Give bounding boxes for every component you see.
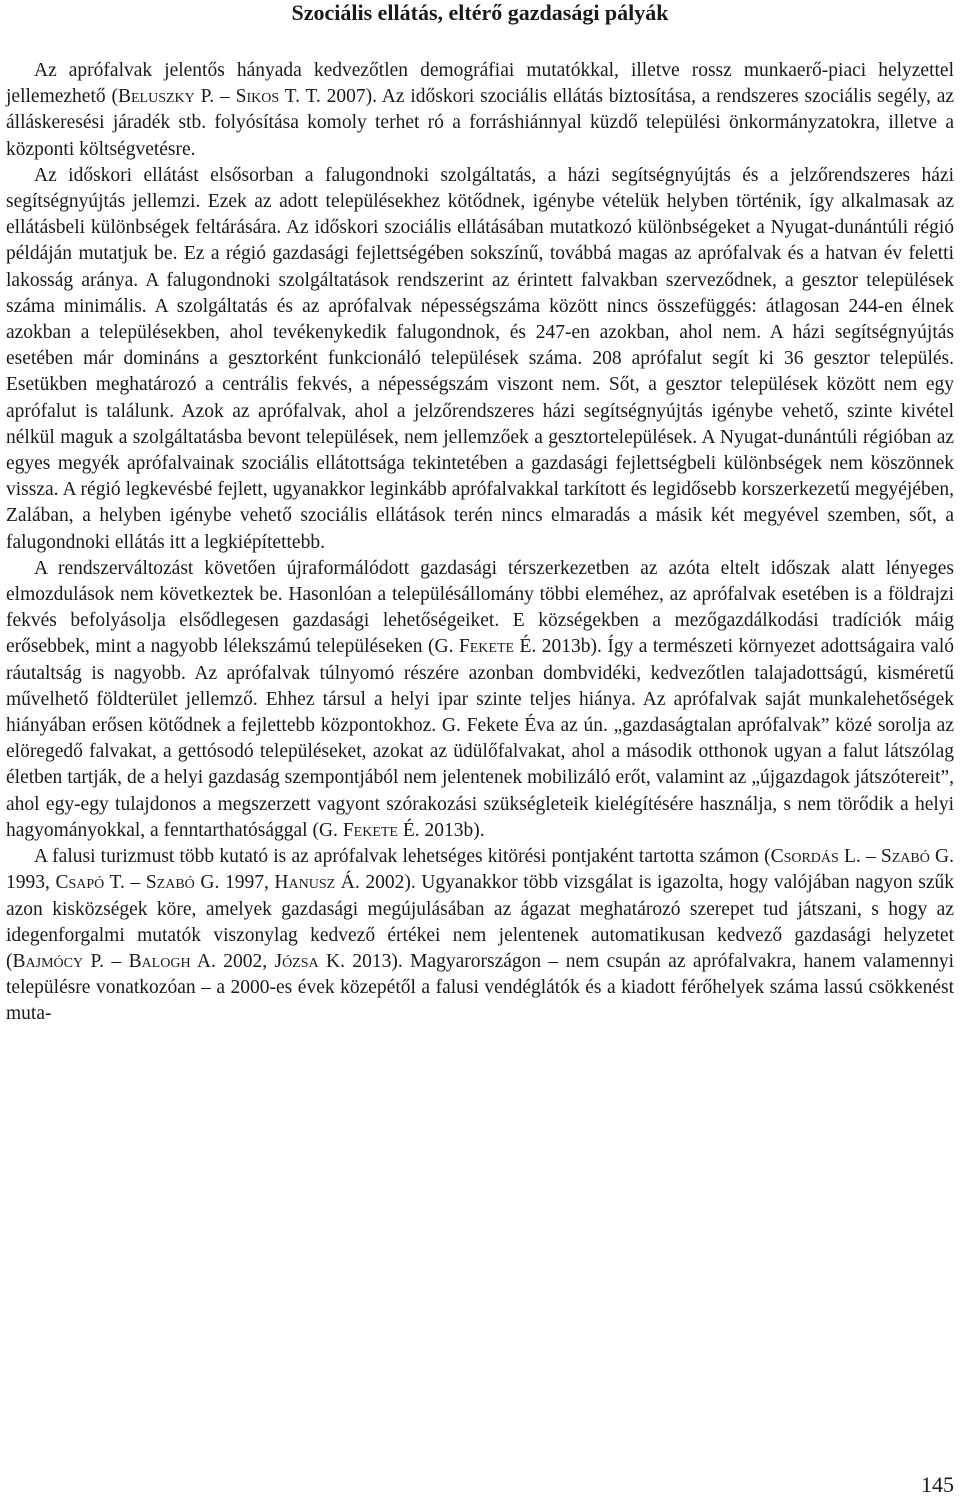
body-text — [6, 58, 954, 1028]
text-run: G. 1997, — [194, 872, 275, 894]
citation-author: Csapó — [55, 872, 105, 894]
citation-author: Józsa — [274, 950, 319, 972]
text-run: A falusi turizmust több kutató is az aprófalvak lehetséges kitörési pontjaként tartotta számon ( — [34, 846, 771, 868]
text-run: É. 2013b). Így a természeti környezet adottságaira való ráutaltság is nagyobb. Az aprófalvak túlnyomó részére azonban dombvidéki, kedvezőtlen talajadottságú, kisméretű művelhető földterület jellemző. Ehhez társul a helyi ipar szinte teljes hiánya. Az aprófalvak saját munkalehetőségek hiányában erősen kötődnek a fejlettebb központokhoz. G. Fekete Éva az ún. „gazdaságtalan aprófalvak” közé sorolja az elöregedő falvakat, a gettósodó településeket, azokat az üdülőfalvakat, ahol a második otthonok ugyan a falut látszólag életben tartják, de a helyi gazdaság szempontjából nem jelentenek mobilizáló erőt, valamint az „újgazdagok játszótereit”, ahol egy-egy tulajdonos a megszerzett vagyont szórakozási szükségleteik kielégítésére használja, s nem törődik a helyi hagyományokkal, a fenntarthatósággal (G. — [6, 636, 954, 841]
section-heading: Szociális ellátás, eltérő gazdasági pályák — [291, 0, 669, 25]
citation-author: Csordás — [770, 846, 839, 868]
text-run: T. – — [104, 872, 146, 894]
text-run: G. 1993, — [6, 846, 954, 894]
paragraph-4 — [6, 844, 954, 1027]
text-run: A. 2002, — [190, 950, 275, 972]
citation-author: Szabó — [145, 872, 195, 894]
text-run: É. 2013b). — [397, 819, 485, 841]
text-run: P. – — [83, 950, 129, 972]
citation-author: Sikos — [235, 86, 280, 108]
text-run: T. T. 2007). Az időskori szociális ellátás biztosítása, a rendszeres szociális segély, az álláskeresési járadék stb. folyósítása komoly terhet ró a forráshiánnyal küzdő települési önkormányzatokra, illetve a központi költségvetésre. — [6, 86, 955, 160]
page-number: 145 — [921, 1472, 954, 1497]
paragraph-2: Az időskori ellátást elsősorban a falugondnoki szolgáltatás, a házi segítségnyújtás és a jelzőrendszeres házi segítségnyújtás jellemzi. Ezek az adott településekhez kötődnek, igénybe vételük helyben történik, így alkalmasak az ellátásbeli különbségek feltárására. Az időskori szociális ellátásában mutatkozó különbségeket a Nyugat-dunántúli régió példáján mutatjuk be. Ez a régió gazdasági fejlettségében sokszínű, továbbá magas az aprófalvak és a hatvan év feletti lakosság aránya. A falugondnoki szolgáltatások rendszerint az érintett falvakban szerveződnek, a gesztor települések száma minimális. A szolgáltatás és az aprófalvak népességszáma között nincs összefüggés: átlagosan 244-en élnek azokban a településekben, ahol tevékenykedik falugondnok, és 247-en azokban, ahol nem. A házi segítségnyújtás esetében már domináns a gesztorként funkcionáló települések száma. 208 aprófalut segít ki 36 gesztor település. Esetükben meghatározó a centrális fekvés, a népességszám viszont nem. Sőt, a gesztor települések között nem egy aprófalut is találunk. Azok az aprófalvak, ahol a jelzőrendszeres házi segítségnyújtás igénybe vehető, szinte kivétel nélkül maguk a szolgáltatásba bevont települések, nem jellemzőek a gesztortelepülések. A Nyugat-dunántúli régióban az egyes megyék aprófalvainak szociális ellátottsága tekintetében a gazdasági fejlettségbeli különbségek nem köszönnek vissza. A régió legkevésbé fejlett, ugyanakkor leginkább aprófalvakkal tarkított és legidősebb korszerkezetű megyéjében, Zalában, a helyben igénybe vehető szociális ellátások terén nincs elmaradás a másik két megyével szemben, sőt, a falugondnoki ellátás itt a legkiépítettebb. — [6, 164, 954, 553]
text-run: P. – — [194, 86, 236, 108]
citation-author: Beluszky — [117, 86, 195, 108]
text-run: A rendszerváltozást követően újraformálódott gazdasági térszerkezetben az azóta eltelt időszak alatt lényeges elmozdulások nem következtek be. Hasonlóan a településállomány többi eleméhez, az aprófalvak esetében is a földrajzi fekvés befolyásolja elsődlegesen gazdasági lehetőségeiket. E községekben a mezőgazdálkodási tradíciók máig erősebbek, mint a nagyobb lélekszámú településeken (G. — [6, 557, 954, 658]
text-run: Á. 2002). Ugyanakkor több vizsgálat is igazolta, hogy valójában nagyon szűk azon kisközségek köre, amelyek gazdasági megújulásában az ágazat meghatározó szerepet tud játszani, s hogy az idegenforgalmi mutatók viszonylag kedvező értékei nem jelentenek automatikusan kedvező gazdasági helyzetet ( — [6, 872, 954, 972]
citation-author: Balogh — [128, 950, 191, 972]
citation-author: Hanusz — [274, 872, 336, 894]
text-run: K. 2013). Magyarországon – nem csupán az aprófalvakra, hanem valamennyi településre vonatkozóan – a 2000-es évek közepétől a falusi vendéglátók és a kiadott férőhelyek száma lassú csökkenést muta- — [6, 950, 954, 1025]
citation-author: Bajmócy — [12, 950, 84, 972]
paragraph-1 — [6, 58, 954, 163]
citation-author: Szabó — [880, 846, 930, 868]
citation-author: Fekete — [458, 636, 515, 658]
paragraph-3 — [6, 556, 954, 844]
text-run: L. – — [838, 846, 881, 868]
text-run: Az aprófalvak jelentős hányada kedvezőtlen demográfiai mutatókkal, illetve rossz munkaerő-piaci helyzettel jellemezhető ( — [6, 60, 954, 108]
citation-author: Fekete — [342, 819, 398, 841]
